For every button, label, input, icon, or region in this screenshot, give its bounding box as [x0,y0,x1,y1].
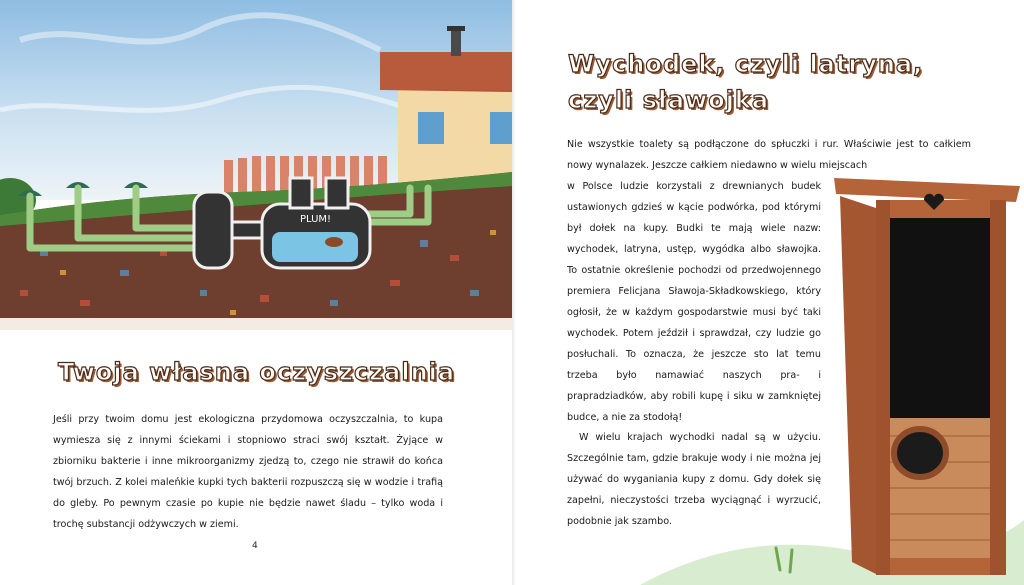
plum-sound-text: PLUM! [300,214,332,225]
outhouse-illustration [620,170,1024,585]
section-heading-left: Twoja własna oczyszczalnia [58,358,456,386]
body-paragraph-right: w Polsce ludzie korzystali z drewnianych budek ustawionych gdzieś w kącie podwórka, pod którymi był dołek na kupy. Budki te mają wiele nazw: wychodek, latryna, ustęp, wygódka albo sławojka. To ostatnie określenie pochodzi od przedwojennego premiera Felicjana Sławoja-Składkowskiego, który ogłosił, że w każdym gospodarstwie musi być taki wychodek. Potem jeździł i sprawdzał, czy ludzie go posłuchali. To oznacza, że jeszcze sto lat temu trzeba było namawiać naszych pra- i prapradziadków, aby robili kupę i siku w zamkniętej budce, a nie za stodołą! [567,181,821,423]
section-heading-right: Wychodek, czyli latryna, czyli sławojka [568,50,924,114]
septic-system-illustration [0,0,512,330]
body-paragraph-left: Jeśli przy twoim domu jest ekologiczna przydomowa oczyszczalnia, to kupa wymiesza się z innymi ściekami i stopniowo straci swój kształt. Żyjące w zbiorniku bakterie i inne mikroorganizmy zjedzą to, czego nie strawił do końca twój brzuch. Z kolei maleńkie kupki tych bakterii rozpuszczą się w wodzie i trafią do gleby. Po pewnym czasie po kupie nie będzie nawet śladu – tylko woda i trochę substancji odżywczych w ziemi. [53,414,443,530]
page-number: 4 [252,541,258,551]
body-paragraph-right-2-text: W wielu krajach wychodki nadal są w użyciu. Szczególnie tam, gdzie brakuje wody i nie można jej używać do wyganiania kupy z domu. Gdy dołek się zapełni, nieczystości trzeba wyciągnąć i wyrzucić, podobnie jak szambo. [567,432,821,527]
body-intro-right: Nie wszystkie toalety są podłączone do spłuczki i rur. Właściwie jest to całkiem nowy wynalazek. Jeszcze całkiem niedawno w wielu miejscach [567,139,971,171]
